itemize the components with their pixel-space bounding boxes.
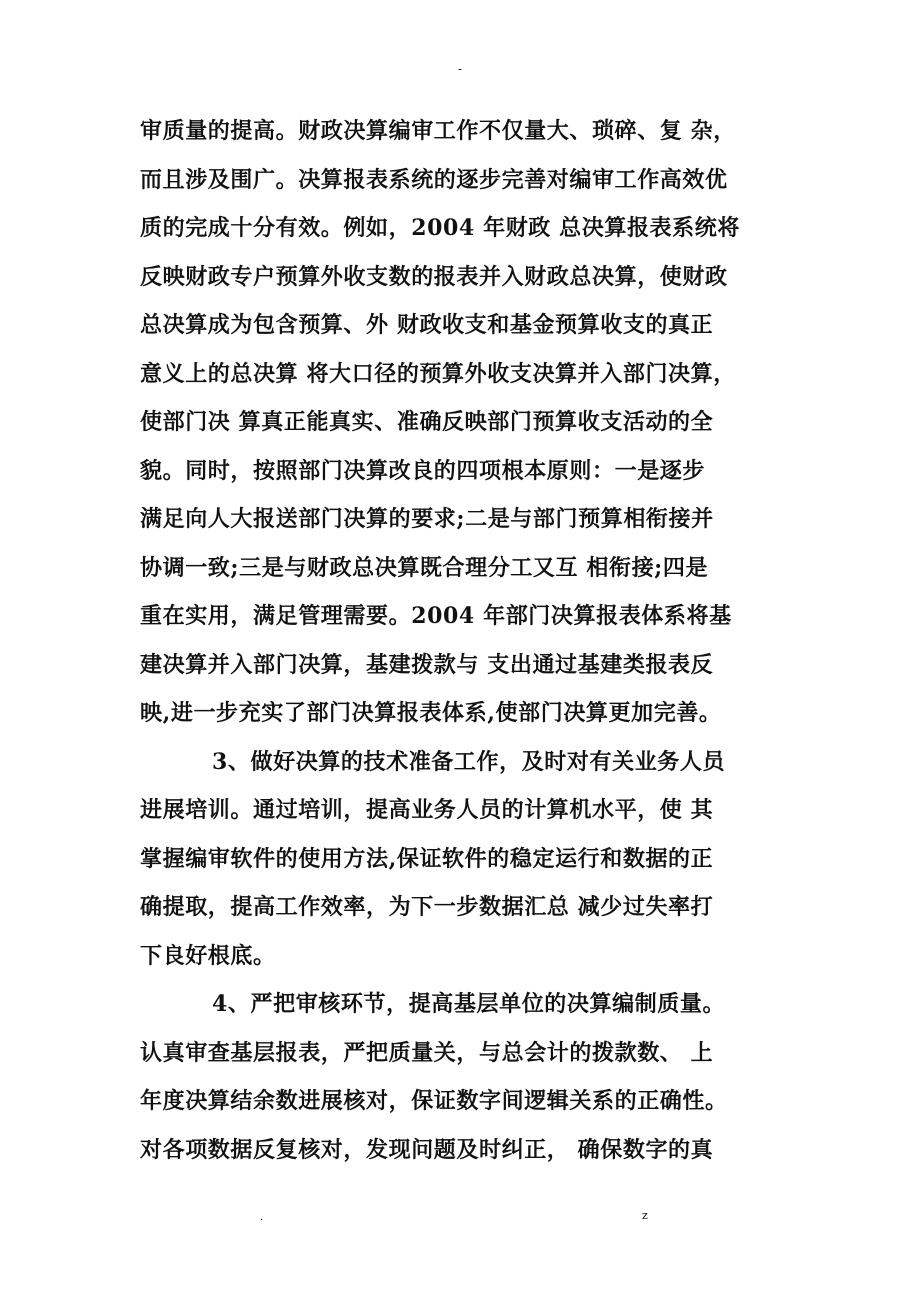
footer-right-mark: z — [642, 1209, 648, 1222]
text-line: 对各项数据反复核对，发现问题及时纠正， 确保数字的真 — [140, 1136, 714, 1163]
text-line: 意义上的总决算 将大口径的预算外收支决算并入部门决算， — [140, 360, 736, 387]
text-line: 质的完成十分有效。例如，2004 年财政 总决算报表系统将 — [140, 215, 740, 241]
text-line: 认真审查基层报表，严把质量关，与总会计的拨款数、 上 — [140, 1039, 714, 1066]
text-line: 反映财政专户预算外收支数的报表并入财政总决算，使财政 — [140, 263, 728, 290]
text-line: 而且涉及围广。决算报表系统的逐步完善对编审工作高效优 — [140, 166, 728, 193]
text-line: 协调一致;三是与财政总决算既合理分工又互 相衔接;四是 — [140, 554, 709, 581]
text-line: 重在实用，满足管理需要。2004 年部门决算报表体系将基 — [140, 603, 732, 629]
text-line: 下良好根底。 — [140, 942, 276, 969]
text-line: 使部门决 算真正能真实、准确反映部门预算收支活动的全 — [140, 409, 714, 435]
section-3-heading-line: 3、做好决算的技术准备工作，及时对有关业务人员 — [212, 748, 726, 775]
text-line: 年度决算结余数进展核对，保证数字间逻辑关系的正确性。 — [140, 1088, 728, 1114]
footer-left-mark: . — [260, 1212, 264, 1223]
text-line: 确提取，提高工作效率，为下一步数据汇总 减少过失率打 — [140, 894, 714, 920]
text-line: 审质量的提高。财政决算编审工作不仅量大、琐碎、复 杂， — [140, 118, 736, 144]
text-line: 总决算成为包含预算、外 财政收支和基金预算收支的真正 — [140, 312, 714, 338]
page-header-mark: - — [457, 62, 463, 76]
document-body — [140, 107, 800, 1174]
text-line: 进展培训。通过培训，提高业务人员的计算机水平，使 其 — [140, 797, 714, 823]
text-line: 映,进一步充实了部门决算报表体系,使部门决算更加完善。 — [140, 700, 722, 726]
text-line: 满足向人大报送部门决算的要求;二是与部门预算相衔接并 — [140, 506, 714, 532]
text-line: 掌握编审软件的使用方法,保证软件的稳定运行和数据的正 — [140, 845, 714, 872]
section-4-heading-line: 4、严把审核环节，提高基层单位的决算编制质量。 — [212, 991, 726, 1017]
text-line: 建决算并入部门决算，基建拨款与 支出通过基建类报表反 — [140, 651, 714, 678]
text-line: 貌。同时，按照部门决算改良的四项根本原则：一是逐步 — [140, 457, 706, 484]
